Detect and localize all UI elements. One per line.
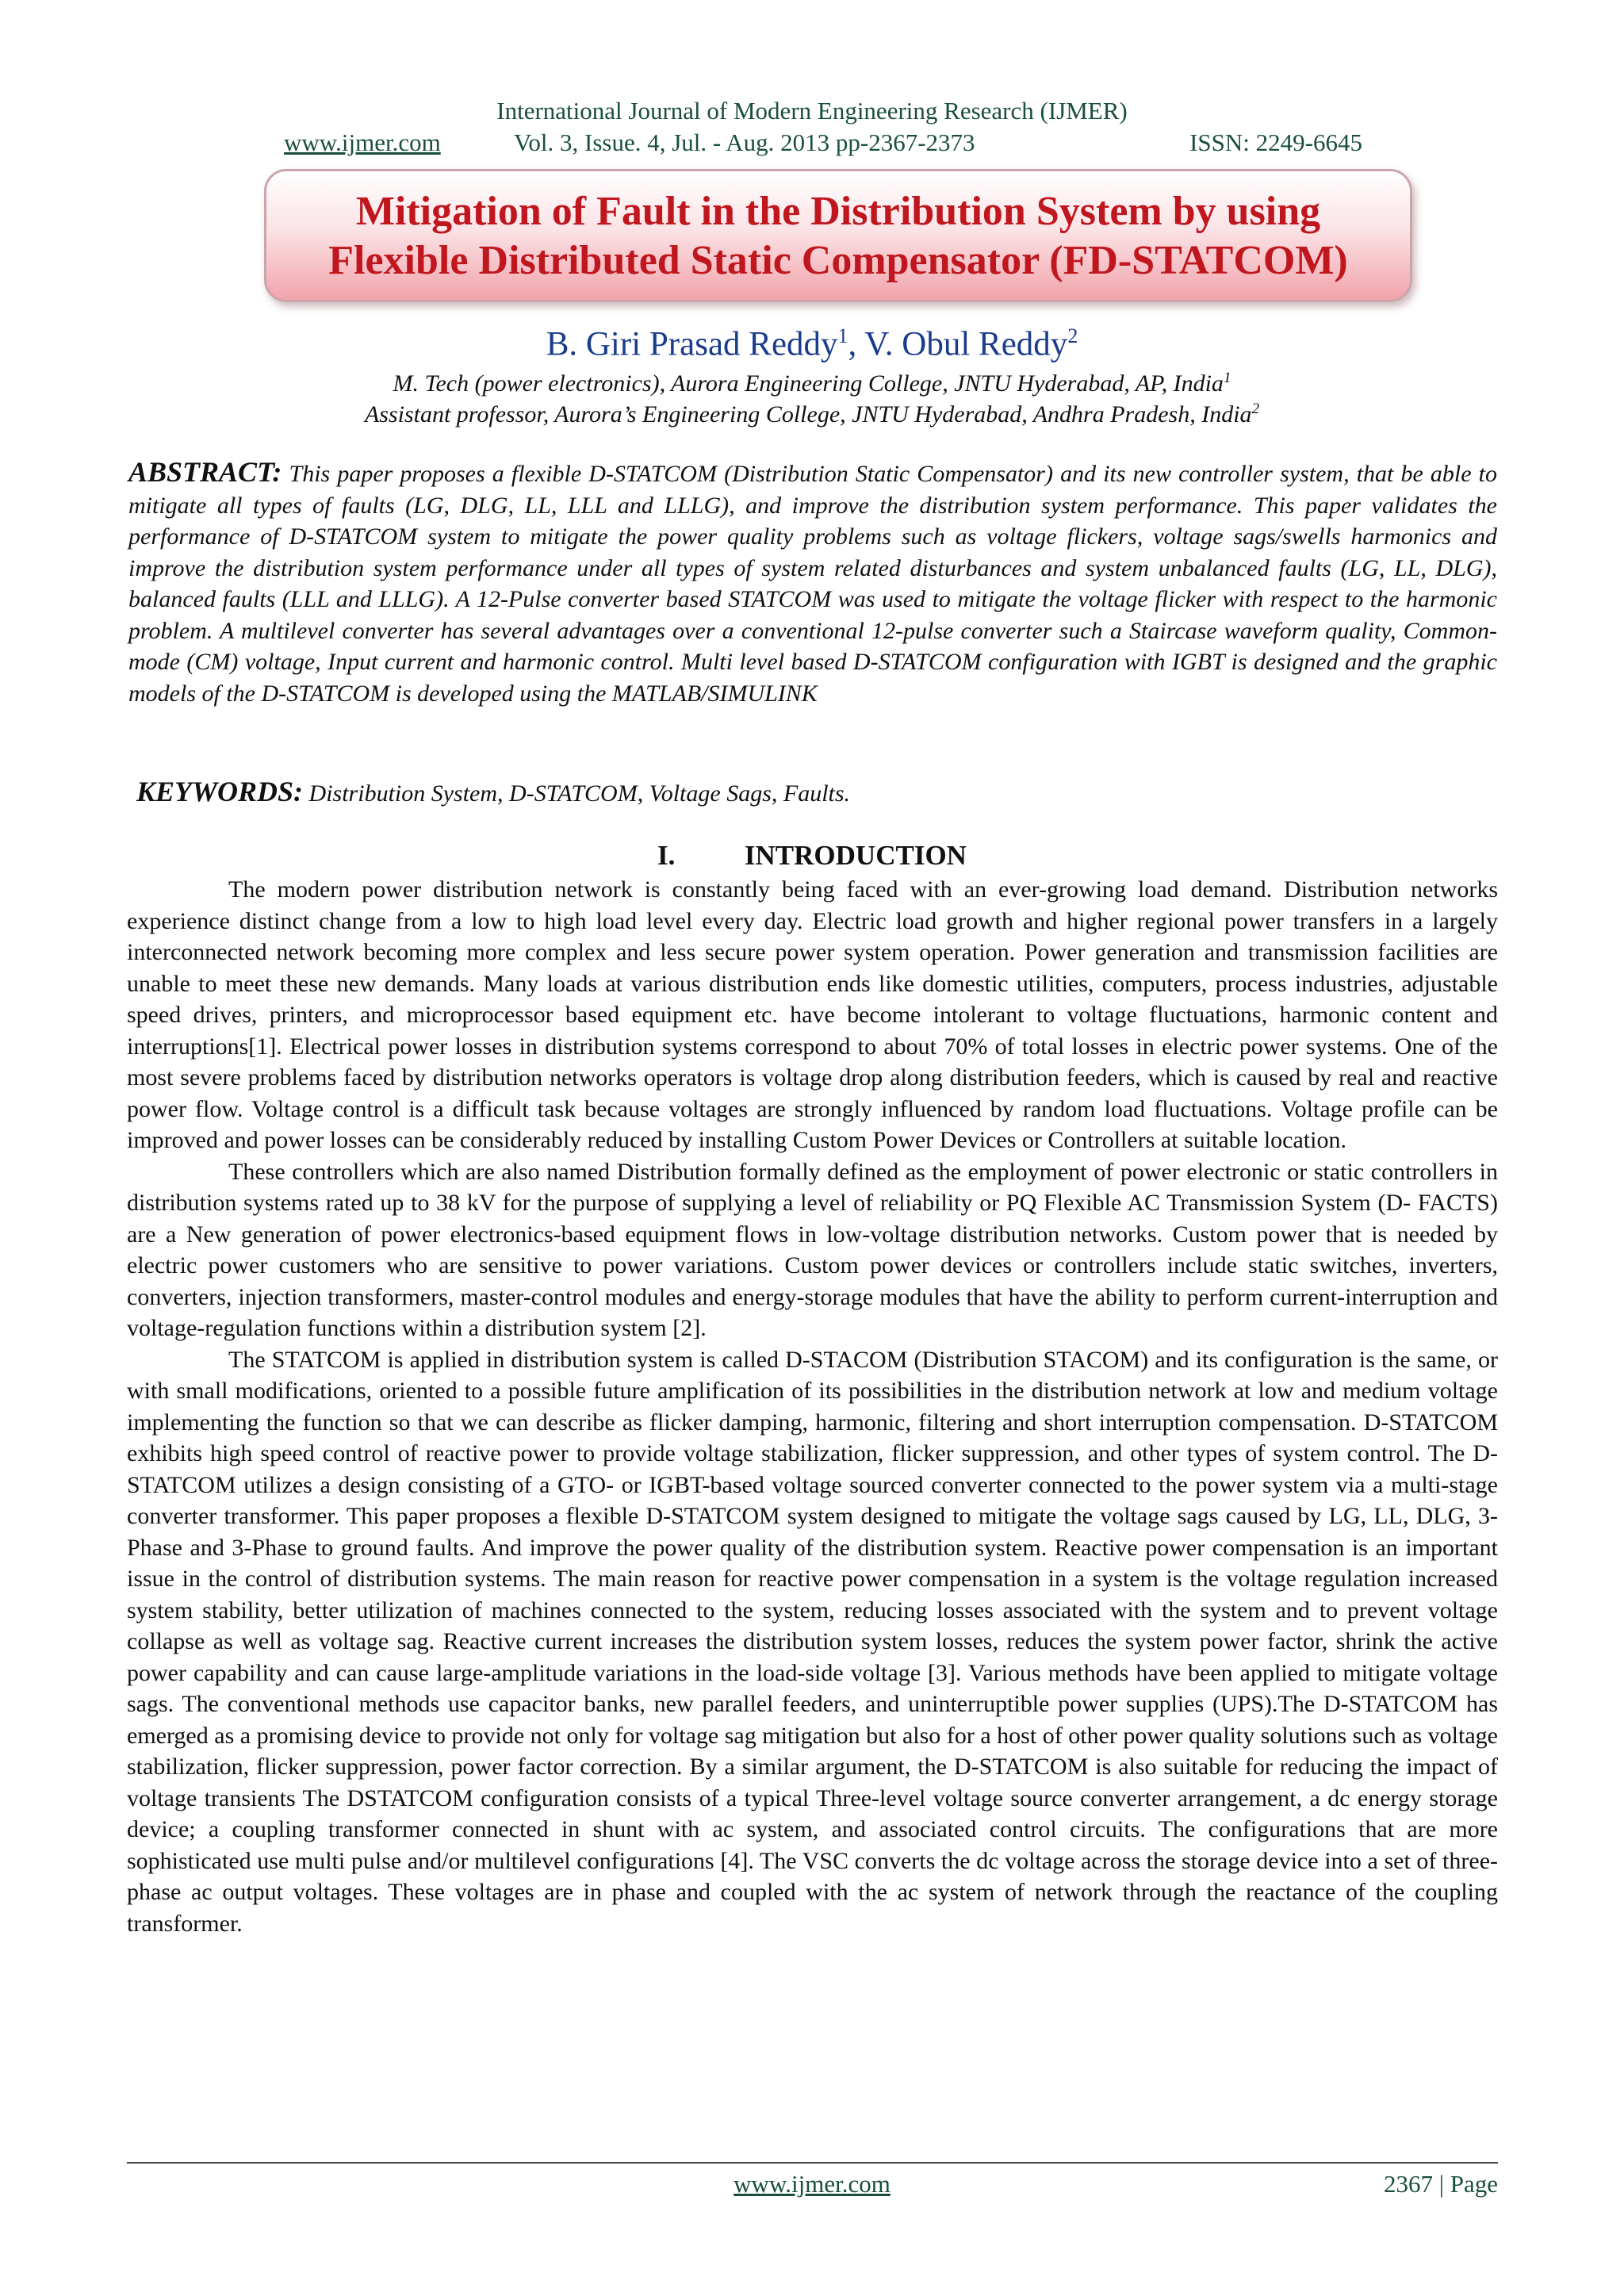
affiliation-1-text: M. Tech (power electronics), Aurora Engineering College, JNTU Hyderabad, AP, India — [393, 370, 1224, 397]
author-separator: , — [848, 325, 865, 363]
introduction-body — [127, 874, 1498, 1939]
footer-divider — [127, 2162, 1498, 2164]
keywords-text: Distribution System, D-STATCOM, Voltage Sags, Faults. — [308, 780, 851, 807]
section-title: INTRODUCTION — [744, 840, 967, 871]
page-number: 2367 | Page — [1384, 2170, 1498, 2198]
abstract-text: This paper proposes a flexible D-STATCOM (Distribution Static Compensator) and its new controller system, that be able to mitigate all types of faults (LG, DLG, LL, LLL and LLLG), and improve the distribution system performance. This paper validates the performance of D-STATCOM system to mitigate the power quality problems such as voltage flickers, voltage sags/swells harmonics and improve the distribution system performance under all types of system related disturbances and system unbalanced faults (LG, LL, DLG), balanced faults (LLL and LLLG). A 12-Pulse converter based STATCOM was used to mitigate the voltage flicker with respect to the harmonic problem. A multilevel converter has several advantages over a conventional 12-pulse converter such a Staircase waveform quality, Common-mode (CM) voltage, Input current and harmonic control. Multi level based D-STATCOM configuration with IGBT is designed and the graphic models of the D-STATCOM is developed using the MATLAB/SIMULINK — [128, 461, 1498, 707]
author-list — [0, 316, 1624, 365]
affiliation-2-superscript: 2 — [1251, 401, 1260, 417]
keywords-label: KEYWORDS: — [136, 776, 304, 807]
author-1-superscript: 1 — [837, 324, 848, 347]
issn: ISSN: 2249-6645 — [1189, 128, 1362, 156]
journal-name: International Journal of Modern Engineering Research (IJMER) — [496, 97, 1128, 125]
abstract — [128, 457, 1497, 709]
title-banner — [264, 169, 1412, 302]
paper-title-line-2: Flexible Distributed Static Compensator (FD-STATCOM) — [328, 238, 1348, 283]
footer-website-link[interactable]: www.ijmer.com — [733, 2170, 891, 2198]
volume-info: Vol. 3, Issue. 4, Jul. - Aug. 2013 pp-2367-2373 — [514, 128, 975, 156]
keywords — [136, 776, 1497, 810]
abstract-label: ABSTRACT: — [128, 456, 282, 488]
affiliation-2-text: Assistant professor, Aurora’s Engineering College, JNTU Hyderabad, Andhra Pradesh, India — [364, 401, 1252, 427]
issue-line — [284, 128, 1362, 157]
header-website-link[interactable]: www.ijmer.com — [284, 128, 441, 156]
author-2-superscript: 2 — [1067, 324, 1078, 347]
body-paragraph-2: These controllers which are also named Distribution formally defined as the employment of power electronic or static controllers in distribution systems rated up to 38 kV for the purpose of supplying a level of reliability or PQ Flexible AC Transmission System (D- FACTS) are a New generation of power electronics-based equipment flows in low-voltage distribution networks. Custom power that is needed by electric power customers who are sensitive to power variations. Custom power devices or controllers include static switches, inverters, converters, injection transformers, master-control modules and energy-storage modules that have the ability to perform current-interruption and voltage-regulation functions within a distribution system [2]. — [127, 1158, 1498, 1341]
affiliation-2 — [0, 394, 1624, 430]
section-number: I. — [657, 840, 676, 871]
author-1: B. Giri Prasad Reddy — [546, 325, 838, 363]
body-paragraph-3: The STATCOM is applied in distribution system is called D-STACOM (Distribution STACOM) and its configuration is the same, or with small modifications, oriented to a possible future amplification of its possibilities in the distribution network at low and medium voltage implementing the function so that we can describe as flicker damping, harmonic, filtering and short interruption compensation. D-STATCOM exhibits high speed control of reactive power to provide voltage stabilization, flicker suppression, and other types of system control. The D-STATCOM utilizes a design consisting of a GTO- or IGBT-based voltage sourced converter connected to the power system via a multi-stage converter transformer. This paper proposes a flexible D-STATCOM system designed to mitigate the voltage sags caused by LG, LL, DLG, 3-Phase and 3-Phase to ground faults. And improve the power quality of the distribution system. Reactive power compensation is an important issue in the control of distribution systems. The main reason for reactive power compensation in a system is the voltage regulation increased system stability, better utilization of machines connected to the system, reducing losses associated with the system and to prevent voltage collapse as well as voltage sag. Reactive current increases the distribution system losses, reduces the system power factor, shrink the active power capability and can cause large-amplitude variations in the load-side voltage [3]. Various methods have been applied to mitigate voltage sags. The conventional methods use capacitor banks, new parallel feeders, and uninterruptible power supplies (UPS).The D-STATCOM has emerged as a promising device to provide not only for voltage sag mitigation but also for a host of other power quality solutions such as voltage stabilization, flicker suppression, power factor correction. By a similar argument, the D-STATCOM is also suitable for reducing the impact of voltage transients The DSTATCOM configuration consists of a typical Three-level voltage source converter arrangement, a dc energy storage device; a coupling transformer connected in shunt with ac system, and associated control circuits. The configurations that are more sophisticated use multi pulse and/or multilevel configurations [4]. The VSC converts the dc voltage across the storage device into a set of three-phase ac output voltages. These voltages are in phase and coupled with the ac system of network through the reactance of the coupling transformer. — [127, 1346, 1498, 1937]
affiliation-1-superscript: 1 — [1223, 370, 1231, 386]
paper-title-line-1: Mitigation of Fault in the Distribution System by using — [355, 189, 1321, 234]
body-paragraph-1: The modern power distribution network is constantly being faced with an ever-growing load demand. Distribution networks experience distinct change from a low to high load level every day. Electric load growth and higher regional power transfers in a largely interconnected network becoming more complex and less secure power system operation. Power generation and transmission facilities are unable to meet these new demands. Many loads at various distribution ends like domestic utilities, computers, process industries, adjustable speed drives, printers, and microprocessor based equipment etc. have become intolerant to voltage fluctuations, harmonic content and interruptions[1]. Electrical power losses in distribution systems correspond to about 70% of total losses in electric power systems. One of the most severe problems faced by distribution networks operators is voltage drop along distribution feeders, which is caused by real and reactive power flow. Voltage control is a difficult task because voltages are strongly influenced by random load fluctuations. Voltage profile can be improved and power losses can be considerably reduced by installing Custom Power Devices or Controllers at suitable location. — [127, 876, 1498, 1153]
section-heading — [0, 839, 1624, 872]
author-2: V. Obul Reddy — [864, 325, 1068, 363]
